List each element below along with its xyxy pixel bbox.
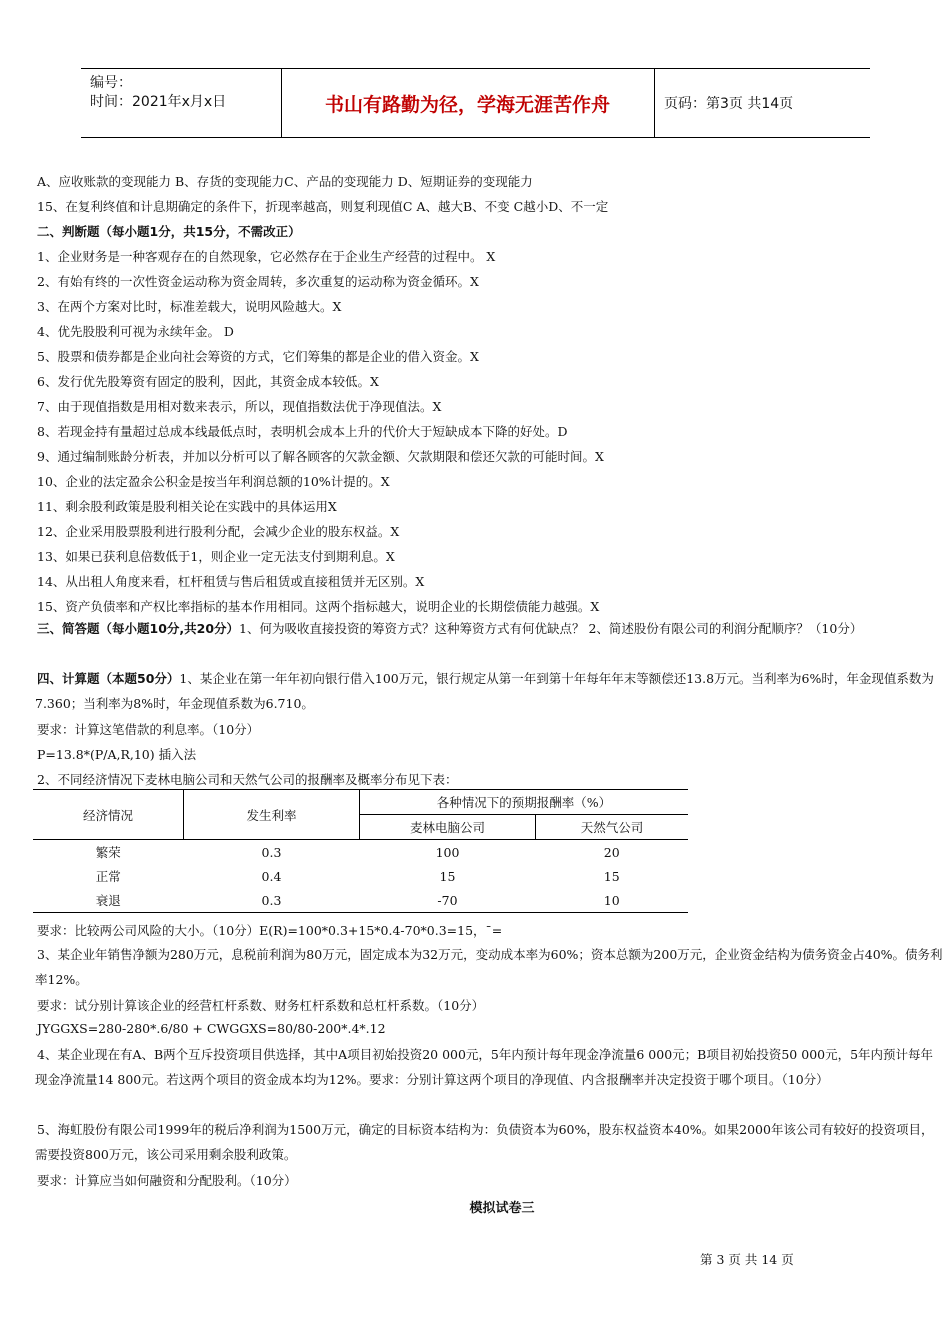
cell-economy: 衰退 — [95, 893, 121, 908]
section-2-heading: 二、判断题（每小题1分，共15分，不需改正） — [37, 224, 301, 239]
calc-question-5-text: 5、海虹股份有限公司1999年的税后净利润为1500万元，确定的目标资本结构为：负债资本为60%，股东权益资本40%。如果2000年该公司有较好的投资项目，需要投资800万元，该公司采用剩余股利政策。 — [35, 1122, 934, 1162]
section-3-body: 1、何为吸收直接投资的筹资方式？这种筹资方式有何优缺点？ 2、简述股份有限公司的利润分配顺序？（10分） — [239, 621, 863, 636]
section-3 — [35, 616, 945, 641]
section-4 — [35, 666, 945, 716]
section-3-heading: 三、简答题（每小题10分,共20分） — [37, 621, 240, 636]
table-row — [33, 840, 688, 865]
requirement-1: 要求：计算这笔借款的利息率。（10分） — [37, 722, 260, 737]
header-page-cell — [655, 69, 870, 137]
judge-item-6: 6、发行优先股筹资有固定的股利，因此，其资金成本较低。X — [37, 374, 379, 389]
motto: 书山有路勤为径，学海无涯苦作舟 — [324, 93, 610, 116]
formula-3: JYGGXS=280-280*.6/80 + CWGGXS=80/80-200*.4*.12 — [37, 1021, 386, 1036]
requirement-2: 要求：比较两公司风险的大小。（10分）E(R)=100*0.3+15*0.4-70*0.3=15，ˉ= — [37, 923, 503, 938]
judge-item-3: 3、在两个方案对比时，标准差载大，说明风险越大。X — [37, 299, 342, 314]
judge-item-12: 12、企业采用股票股利进行股利分配，会减少企业的股东权益。X — [37, 524, 400, 539]
cell-gas: 15 — [603, 868, 620, 884]
cell-merrill: 15 — [439, 868, 456, 884]
return-distribution-table — [33, 789, 688, 913]
judge-item-14: 14、从出租人角度来看，杠杆租赁与售后租赁或直接租赁并无区别。X — [37, 574, 425, 589]
header-merrill: 麦林电脑公司 — [360, 815, 536, 840]
page-footer: 第 3 页 共 14 页 — [700, 1252, 794, 1267]
page-header — [81, 68, 870, 138]
judge-item-9: 9、通过编制账龄分析表，并加以分析可以了解各顾客的欠款金额、欠款期限和偿还欠款的可能时间。X — [37, 449, 604, 464]
number-label: 编号： — [90, 75, 132, 91]
cell-gas: 20 — [603, 844, 620, 860]
table-row — [33, 864, 688, 888]
header-meta — [81, 69, 282, 137]
exam-title: 模拟试卷三 — [469, 1201, 535, 1216]
section-4-heading: 四、计算题（本题50分） — [37, 671, 180, 686]
header-economy: 经济情况 — [33, 790, 184, 840]
judge-item-5: 5、股票和债券都是企业向社会筹资的方式，它们筹集的都是企业的借入资金。X — [37, 349, 479, 364]
cell-gas: 10 — [603, 892, 620, 908]
judge-item-11: 11、剩余股利政策是股利相关论在实践中的具体运用X — [37, 499, 337, 514]
header-gas: 天然气公司 — [580, 820, 644, 835]
calc-question-4 — [35, 1042, 945, 1092]
choice-options-line: A、应收账款的变现能力 B、存货的变现能力C、产品的变现能力 D、短期证券的变现能力 — [37, 174, 533, 189]
calc-question-5 — [35, 1117, 945, 1167]
calc-question-4-text: 4、某企业现在有A、B两个互斥投资项目供选择，其中A项目初始投资20 000元，5年内预计每年现金净流量6 000元；B项目初始投资50 000元，5年内预计每年现金净流量14 800元。若这两个项目的资金成本均为12%。要求：分别计算这两个项目的净现值、内含报酬率并决定投资于哪个项目。（10分） — [35, 1047, 934, 1087]
calc-question-3 — [35, 942, 945, 992]
formula-1: P=13.8*(P/A,R,10) 插入法 — [37, 747, 197, 762]
header-expected-return: 各种情况下的预期报酬率（%） — [360, 790, 689, 815]
time-label: 时间：2021年x月x日 — [90, 94, 227, 110]
question-15: 15、在复利终值和计息期确定的条件下，折现率越高，则复利现值C A、越大B、不变 C越小D、不一定 — [37, 199, 609, 214]
calc-question-1: 1、某企业在第一年年初向银行借入100万元，银行规定从第一年到第十年每年年末等额偿还13.8万元。当利率为6%时，年金现值系数为7.360；当利率为8%时，年金现值系数为6.710。 — [35, 671, 934, 711]
page-label: 页码：第3页 共14页 — [664, 96, 794, 112]
judge-item-4: 4、优先股股利可视为永续年金。 D — [37, 324, 234, 339]
header-probability: 发生利率 — [184, 790, 360, 840]
judge-item-2: 2、有始有终的一次性资金运动称为资金周转，多次重复的运动称为资金循环。X — [37, 274, 479, 289]
judge-item-7: 7、由于现值指数是用相对数来表示，所以，现值指数法优于净现值法。X — [37, 399, 442, 414]
calc-question-2: 2、不同经济情况下麦林电脑公司和天然气公司的报酬率及概率分布见下表： — [37, 772, 458, 787]
cell-merrill: 100 — [435, 844, 460, 860]
judge-item-1: 1、企业财务是一种客观存在的自然现象，它必然存在于企业生产经营的过程中。 X — [37, 249, 496, 264]
cell-economy: 正常 — [95, 869, 121, 884]
judge-item-15: 15、资产负债率和产权比率指标的基本作用相同。这两个指标越大，说明企业的长期偿债能力越强。X — [37, 599, 600, 614]
cell-probability: 0.3 — [261, 892, 282, 908]
judge-item-10: 10、企业的法定盈余公积金是按当年利润总额的10%计提的。X — [37, 474, 390, 489]
cell-probability: 0.4 — [261, 868, 282, 884]
cell-probability: 0.3 — [261, 844, 282, 860]
cell-economy: 繁荣 — [95, 845, 121, 860]
judge-item-13: 13、如果已获利息倍数低于1，则企业一定无法支付到期利息。X — [37, 549, 395, 564]
header-motto-cell — [281, 69, 655, 137]
calc-question-3-text: 3、某企业年销售净额为280万元，息税前利润为80万元，固定成本为32万元，变动成本率为60%；资本总额为200万元，企业资金结构为债务资金占40%。债务利率12%。 — [35, 947, 943, 987]
cell-merrill: -70 — [437, 892, 458, 908]
requirement-5: 要求：计算应当如何融资和分配股利。（10分） — [37, 1173, 297, 1188]
table-row — [33, 888, 688, 913]
requirement-3: 要求：试分别计算该企业的经营杠杆系数、财务杠杆系数和总杠杆系数。（10分） — [37, 998, 485, 1013]
judge-item-8: 8、若现金持有量超过总成本线最低点时，表明机会成本上升的代价大于短缺成本下降的好处。D — [37, 424, 568, 439]
